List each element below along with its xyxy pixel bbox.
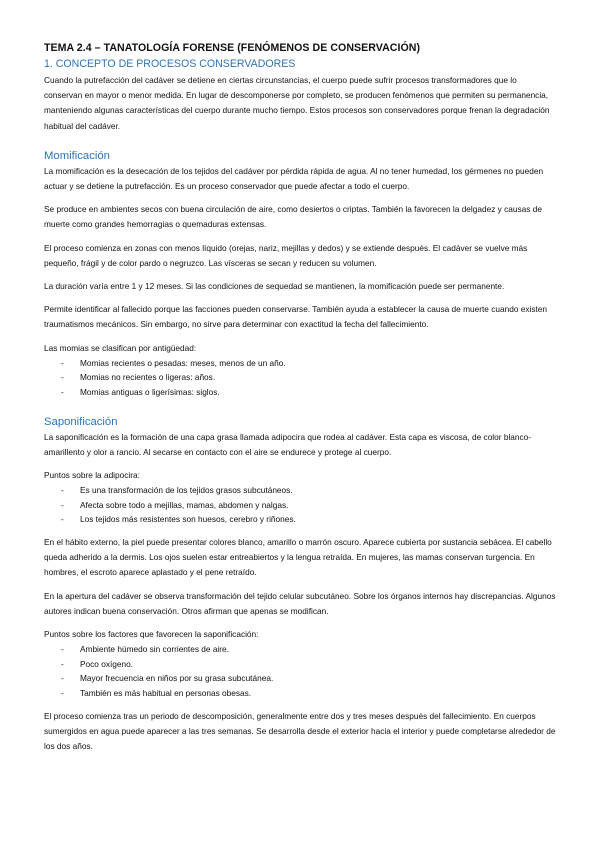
document-title: TEMA 2.4 – TANATOLOGÍA FORENSE (FENÓMENOS DE CONSERVACIÓN)	[44, 42, 421, 54]
paragraph-saponificacion-1: La saponificación es la formación de una capa grasa llamada adipocira que rodea al cadáver. Esta capa es viscosa, de color blanco-amarillento y olor a rancio. Al secarse en contacto con el aire se endurece y protege al cuerpo.	[44, 431, 532, 457]
section-heading-saponificacion: Saponificación	[44, 415, 118, 428]
list-item: - Mayor frecuencia en niños por su grasa subcutánea.	[44, 671, 556, 686]
list-marker: -	[61, 688, 64, 699]
list-marker: -	[61, 644, 64, 655]
list-marker: -	[61, 485, 64, 496]
section-heading-concepto: 1. CONCEPTO DE PROCESOS CONSERVADORES	[44, 58, 296, 70]
paragraph-momificacion-1: La momificación es la desecación de los tejidos del cadáver por pérdida rápida de agua. Al no tener humedad, los gérmenes no pueden actuar y se detiene la putrefacción. Es un proceso conservador que puede afectar a todo el cuerpo.	[44, 165, 544, 192]
list-item: - También es más habitual en personas obesas.	[44, 686, 556, 701]
paragraph-momificacion-2: Se produce en ambientes secos con buena circulación de aire, como desiertos o criptas. También la favorecen la delgadez y causas de muerte como grandes hemorragias o quemaduras extensas.	[44, 204, 542, 230]
paragraph-momificacion-3: El proceso comienza en zonas con menos líquido (orejas, nariz, mejillas y dedos) y se extiende después. El cadáver se vuelve más pequeño, frágil y de color pardo o negruzco. Las vísceras se secan y reducen su volumen.	[44, 242, 528, 268]
list-item: - Ambiente húmedo sin corrientes de aire.	[44, 642, 556, 657]
list-intro-momias: Las momias se clasifican por antigüedad:	[44, 342, 197, 353]
list-item: - Momias no recientes o ligeras: años.	[44, 370, 556, 385]
list-marker: -	[61, 514, 64, 525]
list-adipocira	[44, 483, 556, 527]
paragraph-concepto: Cuando la putrefacción del cadáver se detiene en ciertas circunstancias, el cuerpo puede sufrir procesos transformadores que lo conservan en mayor o menor medida. En lugar de descomponerse por completo, se producen fenómenos que permiten su permanencia, manteniendo algunas características del cuerpo durante mucho tiempo. Estos procesos son conservadores porque frenan la degradación habitual del cadáver.	[44, 75, 550, 131]
paragraph-momificacion-5: Permite identificar al fallecido porque las facciones pueden conservarse. También ayuda a establecer la causa de muerte cuando existen traumatismos mecánicos. Sin embargo, no sirve para determinar con exactitud la fecha del fallecimiento.	[44, 304, 548, 330]
paragraph-saponificacion-3: En la apertura del cadáver se observa transformación del tejido celular subcutáneo. Sobre los órganos internos hay discrepancias. Algunos autores indican buena conservación. Otros afirman que apenas se modifican.	[44, 590, 556, 616]
list-marker: -	[61, 387, 64, 398]
paragraph-momificacion-4: La duración varía entre 1 y 12 meses. Si las condiciones de sequedad se mantienen, la momificación puede ser permanente.	[44, 281, 505, 292]
list-marker: -	[61, 673, 64, 684]
list-item: - Es una transformación de los tejidos grasos subcutáneos.	[44, 483, 556, 498]
list-marker: -	[61, 658, 64, 669]
list-marker: -	[61, 357, 64, 368]
list-momias	[44, 356, 556, 400]
list-item: - Los tejidos más resistentes son huesos, cerebro y riñones.	[44, 512, 556, 527]
list-marker: -	[61, 372, 64, 383]
paragraph-saponificacion-2: En el hábito externo, la piel puede presentar colores blanco, amarillo o marrón oscuro. Aparece cubierta por sustancia sebácea. El cabello queda adherido a la dermis. Los ojos suelen estar entreabiertos y la lengua retraída. En mujeres, las mamas conservan turgencia. En hombres, el escroto aparece aplastado y el pene retraído.	[44, 537, 552, 578]
list-item: - Afecta sobre todo a mejillas, mamas, abdomen y nalgas.	[44, 498, 556, 513]
document-page	[44, 42, 556, 754]
list-item: - Momias recientes o pesadas: meses, menos de un año.	[44, 356, 556, 371]
paragraph-saponificacion-4: El proceso comienza tras un periodo de descomposición, generalmente entre dos y tres meses después del fallecimiento. En cuerpos sumergidos en agua puede aparecer a las tres semanas. Se desarrolla desde el exterior hacia el interior y puede completarse alrededor de los dos años.	[44, 710, 556, 752]
list-item: - Momias antiguas o ligerísimas: siglos.	[44, 385, 556, 400]
section-heading-momificacion: Momificación	[44, 149, 110, 162]
list-intro-adipocira: Puntos sobre la adipocira:	[44, 470, 140, 481]
list-marker: -	[61, 499, 64, 510]
list-intro-factores: Puntos sobre los factores que favorecen la saponificación:	[44, 629, 259, 640]
list-item: - Poco oxígeno.	[44, 657, 556, 672]
list-factores	[44, 642, 556, 700]
